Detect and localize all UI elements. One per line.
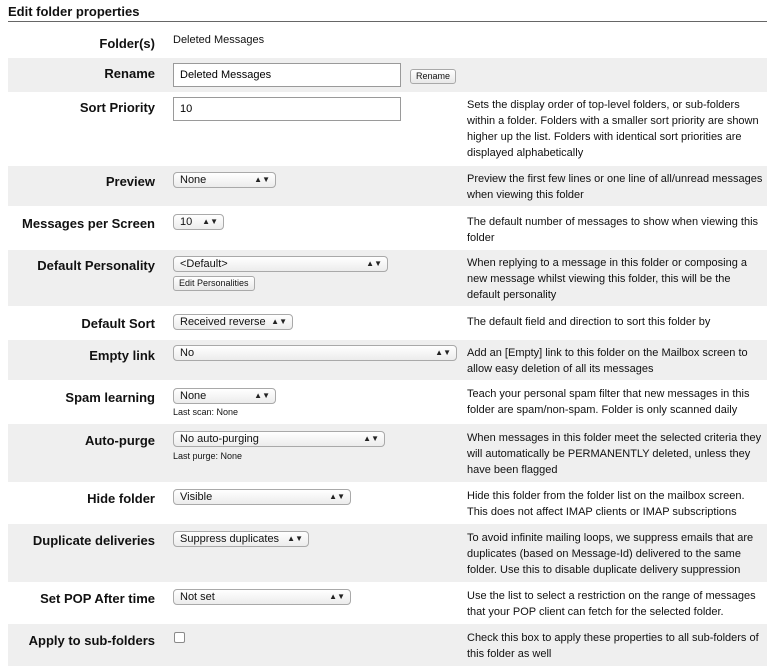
duplicate-deliveries-select[interactable]: [173, 531, 309, 547]
updown-arrows-icon: ▲▼: [329, 592, 345, 601]
auto-purge-select[interactable]: [173, 431, 385, 447]
auto-purge-value: No auto-purging: [180, 433, 259, 445]
default-sort-label: Default Sort: [81, 316, 155, 331]
hide-folder-select[interactable]: [173, 489, 351, 505]
preview-label: Preview: [105, 174, 155, 189]
row-duplicate-deliveries: [8, 524, 767, 582]
empty-link-select[interactable]: [173, 345, 457, 361]
auto-purge-label: Auto-purge: [84, 433, 155, 448]
updown-arrows-icon: ▲▼: [202, 217, 218, 226]
updown-arrows-icon: ▲▼: [254, 175, 270, 184]
apply-subfolders-description: Check this box to apply these properties to all sub-folders of this folder as well: [467, 632, 759, 660]
spam-learning-description: Teach your personal spam filter that new messages in this folder are spam/non-spam. Folder is only scanned daily: [467, 388, 750, 416]
row-hide-folder: [8, 482, 767, 524]
row-rename: [8, 58, 767, 92]
rename-label: Rename: [104, 66, 155, 81]
edit-personalities-button[interactable]: Edit Personalities: [173, 276, 255, 291]
rename-input[interactable]: [173, 63, 401, 87]
pop-after-label: Set POP After time: [40, 591, 155, 606]
sort-priority-description: Sets the display order of top-level folders, or sub-folders within a folder. Folders with a smaller sort priority are shown higher up the list. Folders with identical sort priorities are displayed alphabetically: [467, 99, 759, 159]
sort-priority-input[interactable]: [173, 97, 401, 121]
hide-folder-value: Visible: [180, 491, 213, 503]
auto-purge-description: When messages in this folder meet the selected criteria they will automatically be PERMANENTLY deleted, unless they have been flagged: [467, 432, 762, 476]
default-sort-value: Received reverse: [180, 316, 266, 328]
page-title: Edit folder properties: [8, 4, 140, 19]
row-pop-after: [8, 582, 767, 624]
duplicate-deliveries-description: To avoid infinite mailing loops, we suppress emails that are duplicates (based on Message-Id) delivered to the same folder. Use this to disable duplicate delivery suppression: [467, 532, 754, 576]
rename-button[interactable]: Rename: [410, 69, 456, 84]
apply-subfolders-label: Apply to sub-folders: [28, 633, 155, 648]
folder-label: Folder(s): [99, 36, 155, 51]
row-default-personality: [8, 250, 767, 306]
messages-per-screen-select[interactable]: [173, 214, 224, 230]
apply-subfolders-checkbox[interactable]: [174, 632, 185, 643]
row-empty-link: [8, 340, 767, 380]
last-scan-note: Last scan: None: [173, 407, 239, 417]
sort-priority-label: Sort Priority: [79, 100, 155, 115]
empty-link-label: Empty link: [89, 348, 155, 363]
pop-after-description: Use the list to select a restriction on the range of messages that your POP client can fetch for the selected folder.: [467, 590, 756, 618]
default-sort-description: The default field and direction to sort this folder by: [467, 316, 711, 328]
default-sort-select[interactable]: [173, 314, 293, 330]
folder-value: Deleted Messages: [173, 34, 265, 46]
default-personality-description: When replying to a message in this folder or composing a new message whilst viewing this folder, this will be the default personality: [467, 257, 748, 301]
preview-description: Preview the first few lines or one line of all/unread messages when viewing this folder: [467, 173, 763, 201]
row-default-sort: [8, 306, 767, 340]
updown-arrows-icon: ▲▼: [366, 259, 382, 268]
updown-arrows-icon: ▲▼: [363, 434, 379, 443]
updown-arrows-icon: ▲▼: [254, 391, 270, 400]
empty-link-description: Add an [Empty] link to this folder on the Mailbox screen to allow easy deletion of all its messages: [467, 347, 748, 375]
hide-folder-description: Hide this folder from the folder list on the mailbox screen. This does not affect IMAP clients or IMAP subscriptions: [467, 490, 745, 518]
empty-link-value: No: [180, 347, 195, 359]
row-spam-learning: [8, 380, 767, 424]
updown-arrows-icon: ▲▼: [435, 348, 451, 357]
updown-arrows-icon: ▲▼: [329, 492, 345, 501]
duplicate-deliveries-label: Duplicate deliveries: [32, 533, 155, 548]
preview-select[interactable]: [173, 172, 276, 188]
updown-arrows-icon: ▲▼: [287, 534, 303, 543]
messages-per-screen-description: The default number of messages to show when viewing this folder: [467, 216, 759, 244]
default-personality-label: Default Personality: [37, 258, 155, 273]
messages-per-screen-value: 10: [180, 216, 193, 228]
title-divider: [8, 21, 767, 22]
preview-select-value: None: [180, 174, 207, 186]
spam-learning-value: None: [180, 390, 207, 402]
default-personality-value: <Default>: [180, 258, 228, 270]
row-apply-subfolders: [8, 624, 767, 666]
pop-after-value: Not set: [180, 591, 215, 603]
default-personality-select[interactable]: [173, 256, 388, 272]
updown-arrows-icon: ▲▼: [271, 317, 287, 326]
duplicate-deliveries-value: Suppress duplicates: [180, 533, 280, 545]
spam-learning-label: Spam learning: [65, 390, 155, 405]
last-purge-note: Last purge: None: [173, 451, 243, 461]
hide-folder-label: Hide folder: [87, 491, 155, 506]
row-sort-priority: [8, 92, 767, 166]
spam-learning-select[interactable]: [173, 388, 276, 404]
row-auto-purge: [8, 424, 767, 482]
messages-per-screen-label: Messages per Screen: [22, 216, 155, 231]
pop-after-select[interactable]: [173, 589, 351, 605]
row-folder: [8, 24, 767, 58]
row-preview: [8, 166, 767, 206]
row-messages-per-screen: [8, 206, 767, 250]
